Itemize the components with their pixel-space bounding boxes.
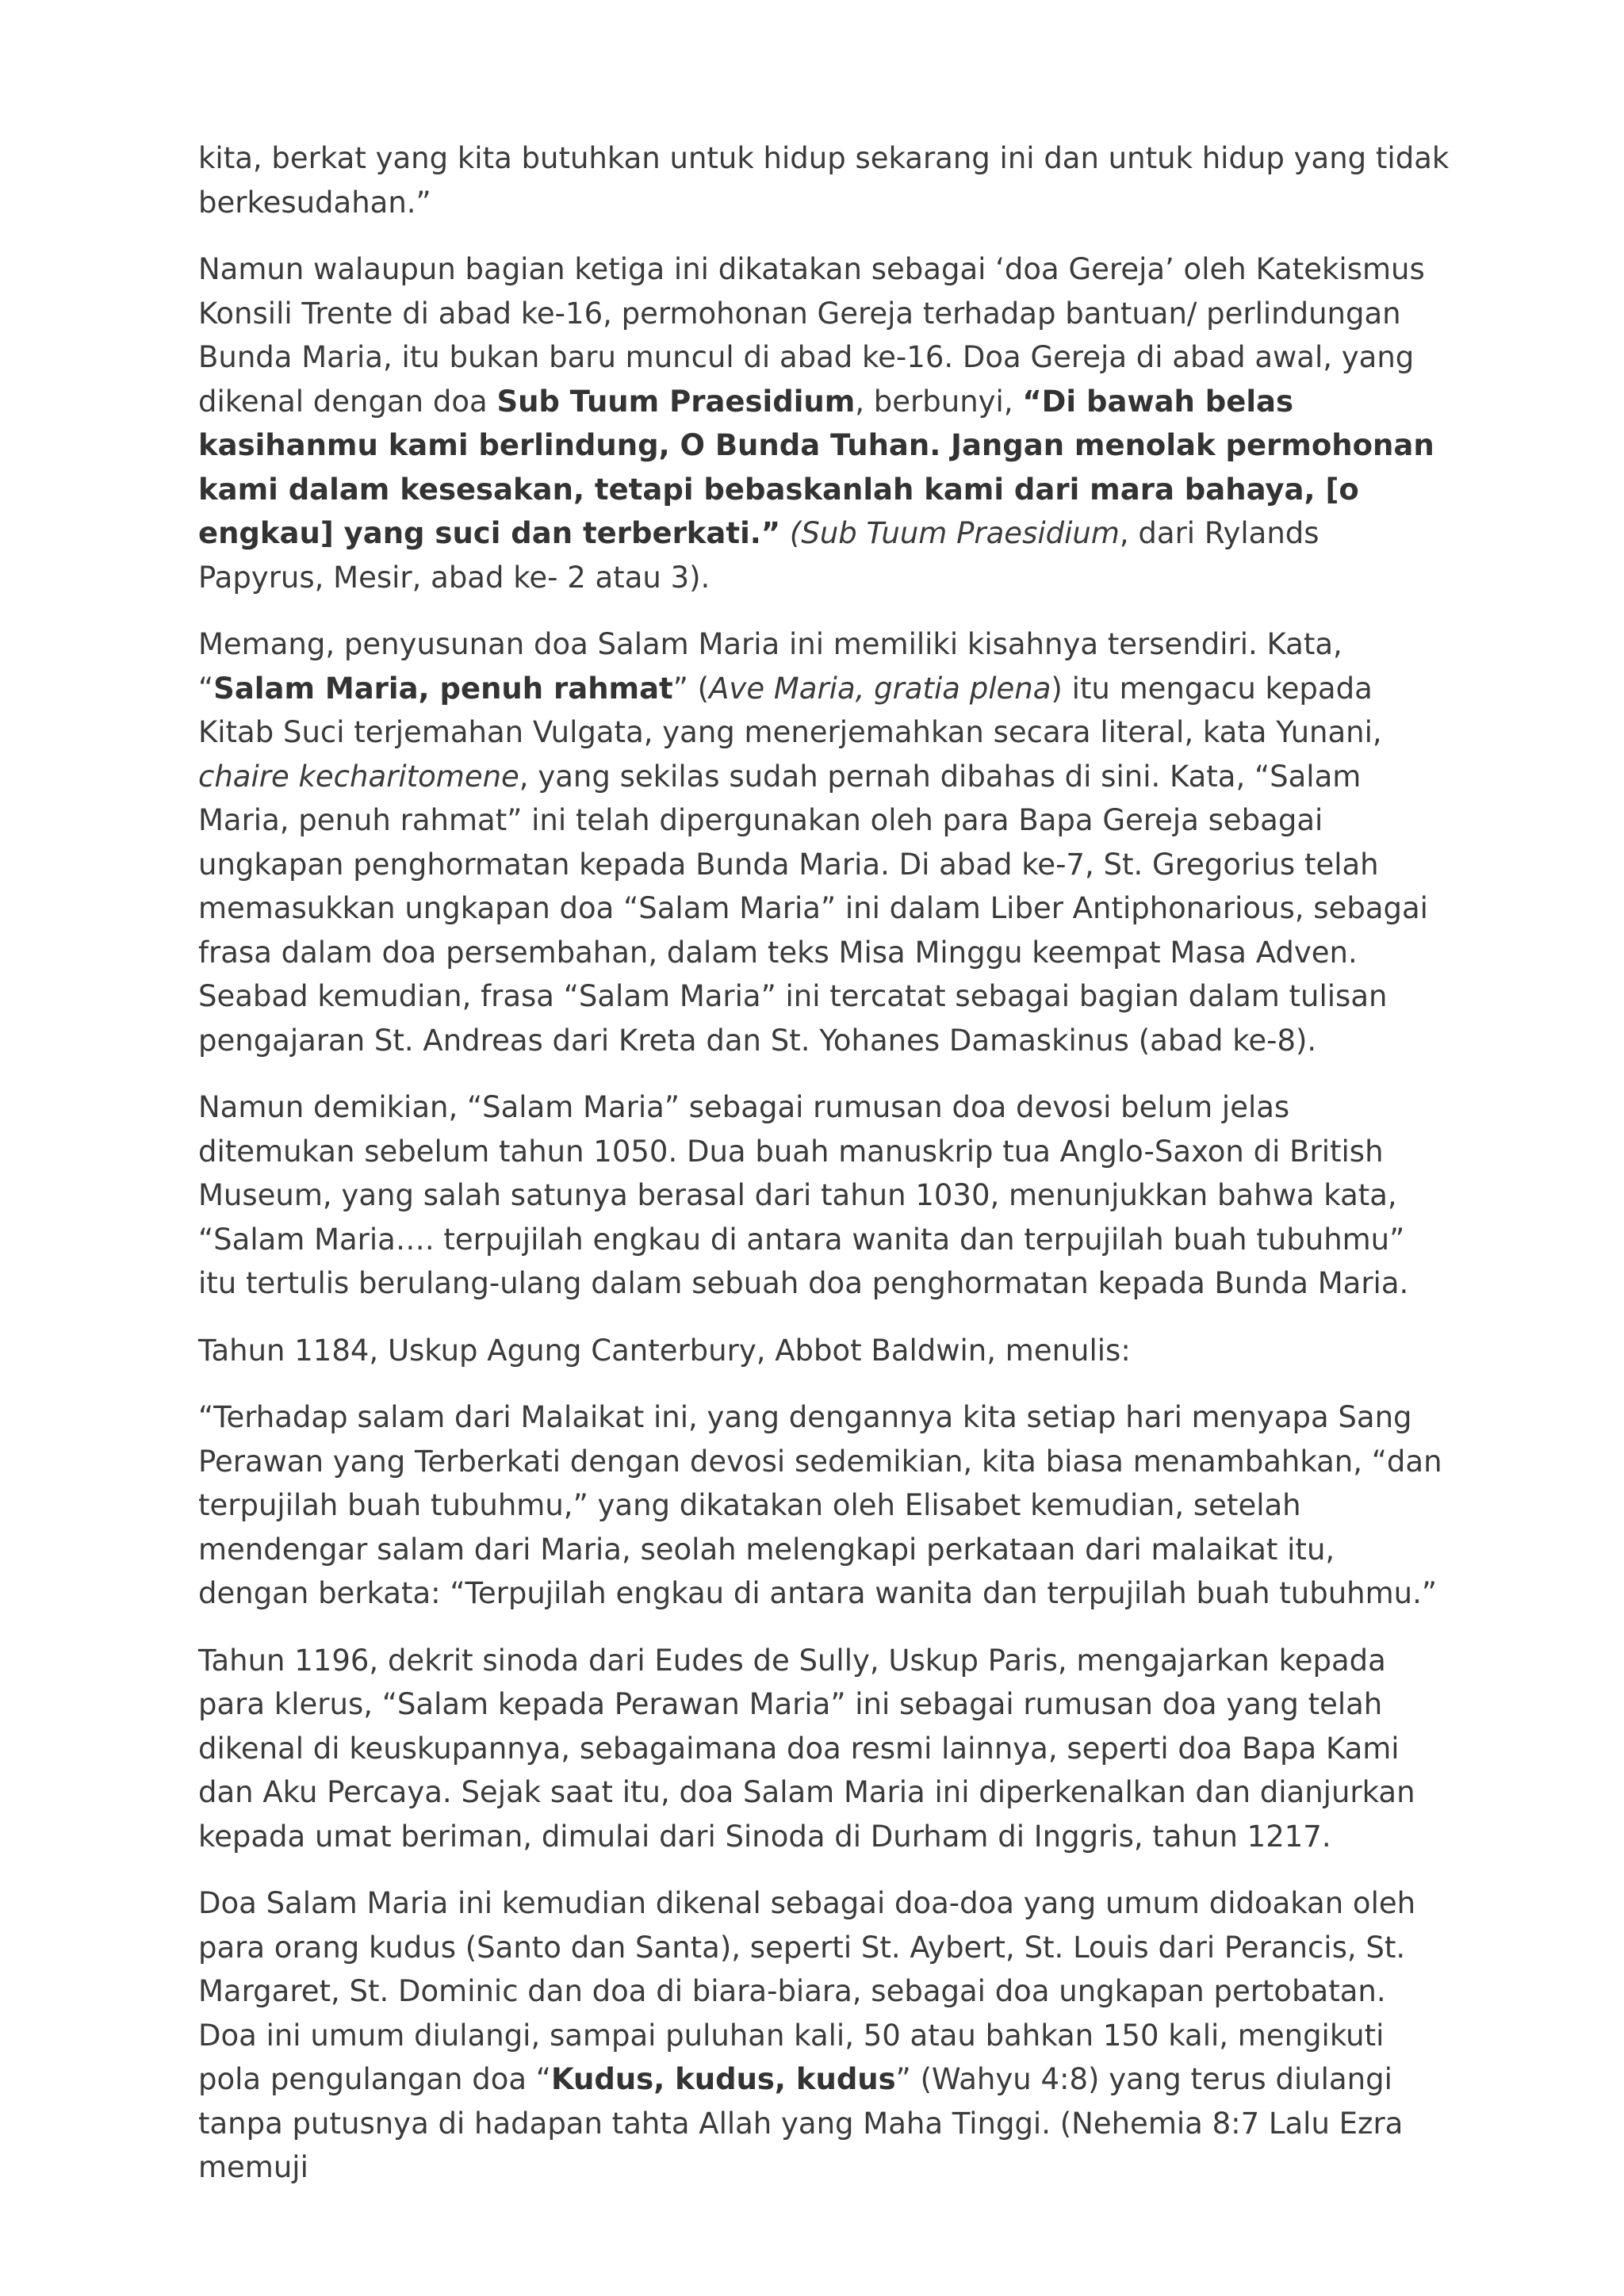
italic-text-run: Ave Maria, gratia plena [709, 671, 1051, 706]
text-run: Tahun 1196, dekrit sinoda dari Eudes de Sully, Uskup Paris, mengajarkan kepada para klerus, “Salam kepada Perawan Maria” ini sebagai rumusan doa yang telah dikenal di keuskupannya, sebagaimana doa resmi lainnya, seperti doa Bapa Kami dan Aku Percaya. Sejak saat itu, doa Salam Maria ini diperkenalkan dan dianjurkan kepada umat beriman, dimulai dari Sinoda di Durham di Inggris, tahun 1217. [198, 1643, 1415, 1854]
text-run: Namun demikian, “Salam Maria” sebagai rumusan doa devosi belum jelas ditemukan sebelum tahun 1050. Dua buah manuskrip tua Anglo-Saxon di British Museum, yang salah satunya berasal dari tahun 1030, menunjukkan bahwa kata, “Salam Maria…. terpujilah engkau di antara wanita dan terpujilah buah tubuhmu” itu tertulis berulang-ulang dalam sebuah doa penghormatan kepada Bunda Maria. [198, 1090, 1409, 1300]
text-run: “Terhadap salam dari Malaikat ini, yang dengannya kita setiap hari menyapa Sang Perawan yang Terberkati dengan devosi sedemikian, kita biasa menambahkan, “dan terpujilah buah tubuhmu,” yang dikatakan oleh Elisabet kemudian, setelah mendengar salam dari Maria, seolah melengkapi perkataan dari malaikat itu, dengan berkata: “Terpujilah engkau di antara wanita dan terpujilah buah tubuhmu.” [198, 1400, 1442, 1610]
bold-text-run: Kudus, kudus, kudus [550, 2062, 896, 2096]
text-run: Tahun 1184, Uskup Agung Canterbury, Abbot Baldwin, menulis: [198, 1333, 1131, 1368]
bold-text-run: Sub Tuum Praesidium [496, 384, 856, 419]
paragraph-6 [198, 1395, 1451, 1616]
text-run: Namun walaupun bagian ketiga ini dikatakan sebagai ‘doa Gereja’ oleh Katekismus Konsili Trente di abad ke-16, permohonan Gereja terhadap bantuan/ perlindungan Bunda Maria, itu bukan baru muncul di abad ke-16. Doa Gereja di abad awal, yang dikenal dengan doa [198, 252, 1425, 419]
italic-text-run: chaire kecharitomene [198, 759, 519, 794]
paragraph-3 [198, 622, 1451, 1062]
text-run: , dari Rylands Papyrus, Mesir, abad ke- 2 atau 3). [198, 516, 1320, 595]
text-run: , berbunyi, [855, 384, 1023, 419]
text-run: ) itu mengacu kepada Kitab Suci terjemahan Vulgata, yang menerjemahkan secara literal, kata Yunani, [198, 671, 1382, 749]
text-run: Memang, penyusunan doa Salam Maria ini memiliki kisahnya tersendiri. Kata, “ [198, 627, 1342, 706]
text-run: , yang sekilas sudah pernah dibahas di sini. Kata, “Salam Maria, penuh rahmat” ini telah dipergunakan oleh para Bapa Gereja sebagai ungkapan penghormatan kepada Bunda Maria. Di abad ke-7, St. Gregorius telah memasukkan ungkapan doa “Salam Maria” ini dalam Liber Antiphonarious, sebagai frasa dalam doa persembahan, dalam teks Misa Minggu keempat Masa Adven. Seabad kemudian, frasa “Salam Maria” ini tercatat sebagai bagian dalam tulisan pengajaran St. Andreas dari Kreta dan St. Yohanes Damaskinus (abad ke-8). [198, 759, 1428, 1058]
bold-text-run: Salam Maria, penuh rahmat [213, 671, 673, 706]
document-page [198, 136, 1451, 2213]
text-run: kita, berkat yang kita butuhkan untuk hidup sekarang ini dan untuk hidup yang tidak berkesudahan.” [198, 141, 1450, 220]
paragraph-7 [198, 1639, 1451, 1859]
paragraph-2 [198, 247, 1451, 599]
bold-quote-prayer: “Di bawah belas kasihanmu kami berlindung, O Bunda Tuhan. Jangan menolak permohonan kami dalam kesesakan, tetapi bebaskanlah kami dari mara bahaya, [o engkau] yang suci dan terberkati.” [198, 384, 1434, 550]
paragraph-8 [198, 1881, 1451, 2190]
paragraph-4 [198, 1085, 1451, 1306]
paragraph-5 [198, 1329, 1451, 1373]
text-run: ” (Wahyu 4:8) yang terus diulangi tanpa putusnya di hadapan tahta Allah yang Maha Tinggi. (Nehemia 8:7 Lalu Ezra memuji [198, 2062, 1404, 2184]
italic-text-run: (Sub Tuum Praesidium [780, 516, 1120, 550]
text-run: ” ( [672, 671, 710, 706]
text-run: Doa Salam Maria ini kemudian dikenal sebagai doa-doa yang umum didoakan oleh para orang kudus (Santo dan Santa), seperti St. Aybert, St. Louis dari Perancis, St. Margaret, St. Dominic dan doa di biara-biara, sebagai doa ungkapan pertobatan. Doa ini umum diulangi, sampai puluhan kali, 50 atau bahkan 150 kali, mengikuti pola pengulangan doa “ [198, 1886, 1416, 2096]
paragraph-1 [198, 136, 1451, 224]
